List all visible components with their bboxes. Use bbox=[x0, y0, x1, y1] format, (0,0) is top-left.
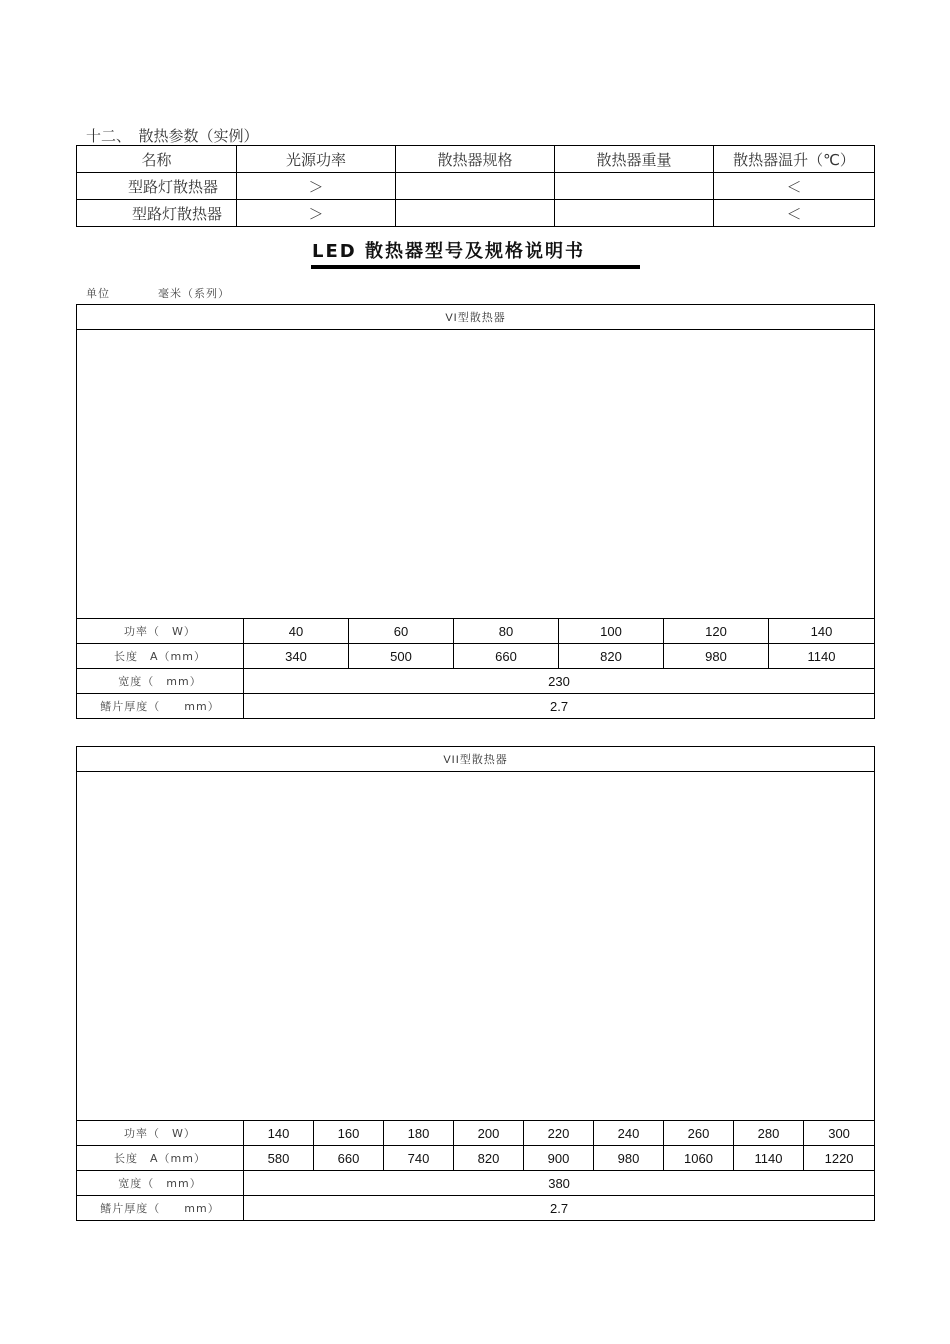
cell-weight bbox=[555, 173, 714, 200]
power-value: 280 bbox=[734, 1121, 804, 1146]
series-vii-table bbox=[76, 746, 875, 1221]
power-label: 功率（ W） bbox=[77, 619, 244, 644]
length-label: 长度 A（mm） bbox=[77, 644, 244, 669]
unit-line: 单位 毫米（系列） bbox=[86, 287, 230, 300]
length-value: 820 bbox=[559, 644, 664, 669]
thickness-row bbox=[77, 1196, 875, 1221]
power-value: 140 bbox=[244, 1121, 314, 1146]
width-row bbox=[77, 1171, 875, 1196]
length-label: 长度 A（mm） bbox=[77, 1146, 244, 1171]
series-title: VI型散热器 bbox=[77, 305, 875, 330]
length-value: 660 bbox=[454, 644, 559, 669]
power-value: 220 bbox=[524, 1121, 594, 1146]
length-value: 980 bbox=[664, 644, 769, 669]
length-value: 1140 bbox=[769, 644, 875, 669]
power-value: 300 bbox=[804, 1121, 875, 1146]
series-vi-table bbox=[76, 304, 875, 719]
power-label: 功率（ W） bbox=[77, 1121, 244, 1146]
thickness-value: 2.7 bbox=[244, 694, 875, 719]
table-header-row bbox=[77, 146, 875, 173]
header-spec: 散热器规格 bbox=[396, 146, 555, 173]
width-value: 230 bbox=[244, 669, 875, 694]
header-weight: 散热器重量 bbox=[555, 146, 714, 173]
section-heading: 十二、 散热参数（实例） bbox=[86, 127, 259, 145]
power-row bbox=[77, 619, 875, 644]
cell-power: ＞ bbox=[237, 200, 396, 227]
cell-spec bbox=[396, 200, 555, 227]
cell-weight bbox=[555, 200, 714, 227]
drawing-area bbox=[77, 330, 875, 619]
length-row bbox=[77, 644, 875, 669]
length-value: 340 bbox=[244, 644, 349, 669]
header-power: 光源功率 bbox=[237, 146, 396, 173]
length-value: 1140 bbox=[734, 1146, 804, 1171]
thickness-value: 2.7 bbox=[244, 1196, 875, 1221]
header-name: 名称 bbox=[77, 146, 237, 173]
cell-temp-rise: ＜ bbox=[714, 200, 875, 227]
width-row bbox=[77, 669, 875, 694]
cell-temp-rise: ＜ bbox=[714, 173, 875, 200]
thickness-label: 鳍片厚度（ mm） bbox=[77, 694, 244, 719]
cell-spec bbox=[396, 173, 555, 200]
power-value: 40 bbox=[244, 619, 349, 644]
header-temp-rise: 散热器温升（℃） bbox=[714, 146, 875, 173]
power-value: 120 bbox=[664, 619, 769, 644]
table-row bbox=[77, 173, 875, 200]
power-value: 80 bbox=[454, 619, 559, 644]
table-row bbox=[77, 200, 875, 227]
power-row bbox=[77, 1121, 875, 1146]
power-value: 240 bbox=[594, 1121, 664, 1146]
series-title: VII型散热器 bbox=[77, 747, 875, 772]
thickness-row bbox=[77, 694, 875, 719]
length-value: 1220 bbox=[804, 1146, 875, 1171]
length-value: 1060 bbox=[664, 1146, 734, 1171]
length-value: 820 bbox=[454, 1146, 524, 1171]
width-label: 宽度（ mm） bbox=[77, 669, 244, 694]
power-value: 180 bbox=[384, 1121, 454, 1146]
length-row bbox=[77, 1146, 875, 1171]
power-value: 100 bbox=[559, 619, 664, 644]
document-title: LED 散热器型号及规格说明书 bbox=[312, 241, 585, 262]
cell-name: 型路灯散热器 bbox=[77, 173, 237, 200]
power-value: 260 bbox=[664, 1121, 734, 1146]
power-value: 60 bbox=[349, 619, 454, 644]
length-value: 980 bbox=[594, 1146, 664, 1171]
title-underline bbox=[311, 265, 640, 269]
power-value: 200 bbox=[454, 1121, 524, 1146]
length-value: 900 bbox=[524, 1146, 594, 1171]
thickness-label: 鳍片厚度（ mm） bbox=[77, 1196, 244, 1221]
length-value: 740 bbox=[384, 1146, 454, 1171]
length-value: 580 bbox=[244, 1146, 314, 1171]
cell-power: ＞ bbox=[237, 173, 396, 200]
cell-name: 型路灯散热器 bbox=[77, 200, 237, 227]
power-value: 160 bbox=[314, 1121, 384, 1146]
power-value: 140 bbox=[769, 619, 875, 644]
length-value: 500 bbox=[349, 644, 454, 669]
heat-parameter-table bbox=[76, 145, 875, 227]
width-value: 380 bbox=[244, 1171, 875, 1196]
drawing-area bbox=[77, 772, 875, 1121]
width-label: 宽度（ mm） bbox=[77, 1171, 244, 1196]
length-value: 660 bbox=[314, 1146, 384, 1171]
